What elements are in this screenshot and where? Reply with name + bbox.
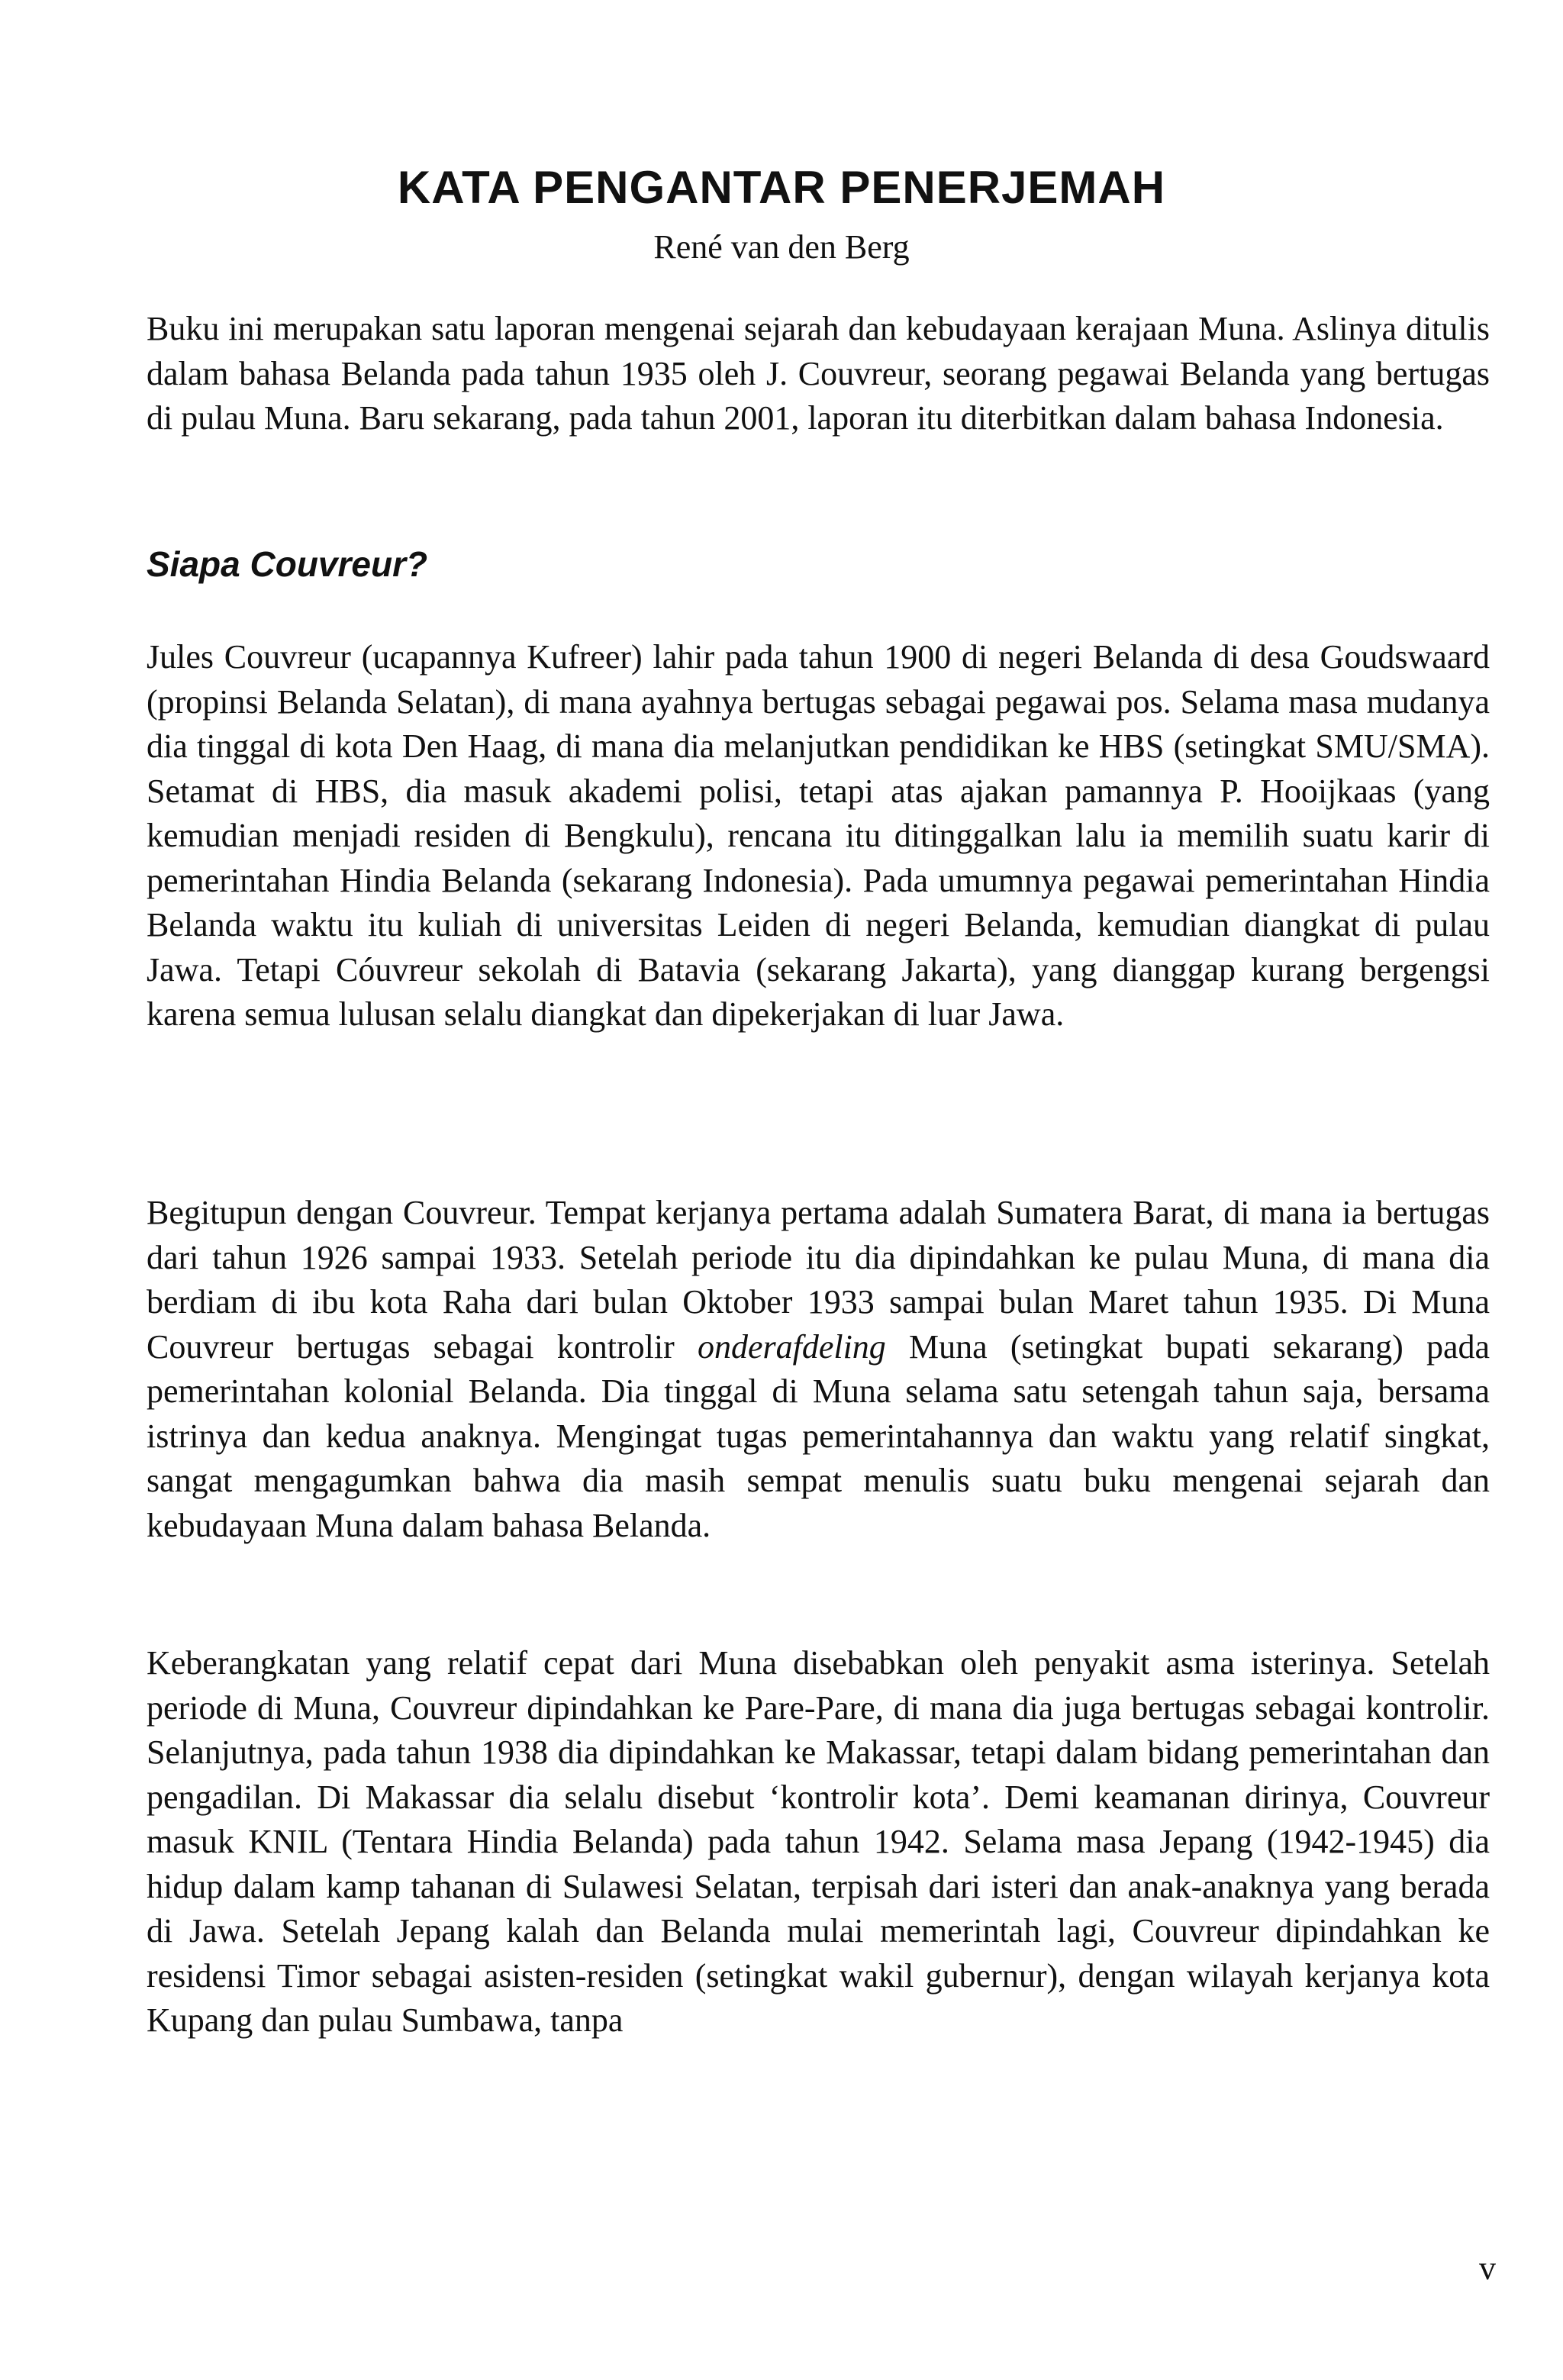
paragraph-biography: Jules Couvreur (ucapannya Kufreer) lahir pada tahun 1900 di negeri Belanda di desa Goudswaard (propinsi Belanda Selatan), di mana ayahnya bertugas sebagai pegawai pos. Selama masa mudanya dia tinggal di kota Den Haag, di mana dia melanjutkan pendidikan ke HBS (setingkat SMU/SMA). Setamat di HBS, dia masuk akademi polisi, tetapi atas ajakan pamannya P. Hooijkaas (yang kemudian menjadi residen di Bengkulu), rencana itu ditinggalkan lalu ia memilih suatu karir di pemerintahan Hindia Belanda (sekarang Indonesia). Pada umumnya pegawai pemerintahan Hindia Belanda waktu itu kuliah di universitas Leiden di negeri Belanda, kemudian diangkat di pulau Jawa. Tetapi Cóuvreur sekolah di Batavia (sekarang Jakarta), yang dianggap kurang bergengsi karena semua lulusan selalu diangkat dan dipekerjakan di luar Jawa. xyxy=(147,638,1490,1033)
section-heading: Siapa Couvreur? xyxy=(147,544,428,584)
author-name: René van den Berg xyxy=(653,228,910,266)
paragraph-intro: Buku ini merupakan satu laporan mengenai sejarah dan kebudayaan kerajaan Muna. Aslinya ditulis dalam bahasa Belanda pada tahun 1935 oleh J. Couvreur, seorang pegawai Belanda yang bertugas di pulau Muna. Baru sekarang, pada tahun 2001, laporan itu diterbitkan dalam bahasa Indonesia. xyxy=(147,310,1490,437)
page-title: KATA PENGANTAR PENERJEMAH xyxy=(397,162,1166,213)
paragraph-career xyxy=(147,1191,1490,1548)
paragraph-career-text-before: Begitupun dengan Couvreur. Tempat kerjanya pertama adalah Sumatera Barat, di mana ia bertugas dari tahun 1926 sampai 1933. Setelah periode itu dia dipindahkan ke pulau Muna, di mana dia berdiam di ibu kota Raha dari bulan Oktober 1933 sampai bulan Maret tahun 1935. Di Muna Couvreur bertugas sebagai kontrolir xyxy=(147,1194,1490,1366)
italic-term: onderafdeling xyxy=(697,1327,886,1366)
paragraph-career-text-after: Muna (setingkat bupati sekarang) pada pemerintahan kolonial Belanda. Dia tinggal di Muna selama satu setengah tahun saja, bersama istrinya dan kedua anaknya. Mengingat tugas pemerintahannya dan waktu yang relatif singkat, sangat mengagumkan bahwa dia masih sempat menulis suatu buku mengenai sejarah dan kebudayaan Muna dalam bahasa Belanda. xyxy=(147,1327,1490,1544)
page-number: v xyxy=(1479,2249,1496,2287)
paragraph-later-career: Keberangkatan yang relatif cepat dari Muna disebabkan oleh penyakit asma isterinya. Setelah periode di Muna, Couvreur dipindahkan ke Pare-Pare, di mana dia juga bertugas sebagai kontrolir. Selanjutnya, pada tahun 1938 dia dipindahkan ke Makassar, tetapi dalam bidang pemerintahan dan pengadilan. Di Makassar dia selalu disebut ‘kontrolir kota’. Demi keamanan dirinya, Couvreur masuk KNIL (Tentara Hindia Belanda) pada tahun 1942. Selama masa Jepang (1942-1945) dia hidup dalam kamp tahanan di Sulawesi Selatan, terpisah dari isteri dan anak-anaknya yang berada di Jawa. Setelah Jepang kalah dan Belanda mulai memerintah lagi, Couvreur dipindahkan ke residensi Timor sebagai asisten-residen (setingkat wakil gubernur), dengan wilayah kerjanya kota Kupang dan pulau Sumbawa, tanpa xyxy=(147,1644,1490,2039)
